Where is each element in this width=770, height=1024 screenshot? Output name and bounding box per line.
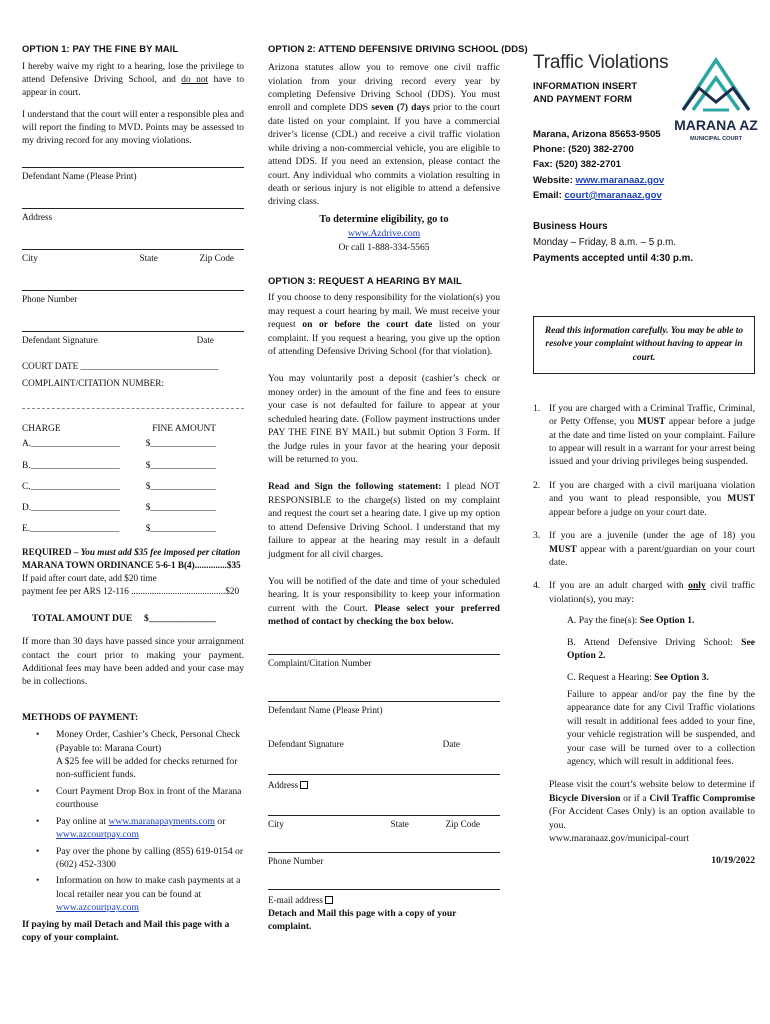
charge-field[interactable]: D.___________________ [22,502,121,513]
maranapayments-link[interactable]: www.maranapayments.com [108,815,215,827]
fine-amount-field[interactable]: $______________ [145,502,216,513]
late-fee-line-2: payment fee per ARS 12-116 .........................................$20 [22,585,240,596]
payments-cutoff: Payments accepted until 4:30 p.m. [533,252,694,264]
defendant-signature-label: Defendant Signature [268,739,344,750]
method-cash: • Information on how to make cash payments at a local retailer near you can be found at www.azcourtpay.com [36,874,244,914]
subtitle: INFORMATION INSERT AND PAYMENT FORM [533,79,638,105]
city-label-2: City [268,819,284,830]
instructions-list [533,402,755,769]
phone-line-2[interactable] [268,868,500,890]
charge-row [22,523,244,536]
fine-amount-header: FINE AMOUNT [152,424,216,435]
zip-label-2: Zip Code [445,819,480,830]
hearing-text: If you choose to deny responsibility for the violation(s) you may request a court hearing by mail. We must receive your request on or before the court date listed on your complaint. If you request a hearing, you give up the option of attending Defensive Driving School (for that violation). [268,292,500,358]
charge-row [22,438,244,451]
waive-text: I hereby waive my right to a hearing, lose the privilege to attend Defensive Driving School, and do not have to appear in court. [22,62,245,99]
form-date: 10/19/2022 [711,854,755,866]
required-fee: REQUIRED – You must add $35 fee imposed per citation [22,547,241,558]
fine-amount-field[interactable]: $______________ [145,524,216,534]
sub-option-c: C. Request a Hearing: See Option 3. [567,671,709,683]
methods-heading: METHODS OF PAYMENT: [22,711,139,723]
website-link[interactable]: www.maranaaz.gov [575,174,665,186]
name-line[interactable] [22,156,244,168]
method-online: • Pay online at www.maranapayments.com or www.azcourtpay.com [36,815,244,842]
date-label: Date [196,334,214,345]
azdrive-link[interactable]: www.Azdrive.com [347,228,421,240]
instruction-3: 3. If you are a juvenile (under the age of 18) you MUST appear with a parent/guardian on your court date. [533,530,756,568]
page-title: Traffic Violations [533,52,669,73]
charge-field[interactable]: C.___________________ [22,481,120,492]
instruction-2: 2. If you are charged with a civil marijuana violation and you want to plead responsible, you MUST appear before a judge on your court date. [533,479,755,518]
signature-line-2[interactable] [268,751,500,775]
mail-note: If paying by mail Detach and Mail this page with a copy of your complaint. [22,918,230,944]
late-fee-line-1: If paid after court date, add $20 time [22,572,157,583]
detach-note: Detach and Mail this page with a copy of your complaint. [268,907,457,933]
address-checkbox[interactable] [300,781,308,789]
email-link[interactable]: court@maranaaz.gov [564,189,662,201]
logo-subtitle: MUNICIPAL COURT [690,136,742,143]
charge-field[interactable]: B.___________________ [22,460,120,471]
address-line[interactable] [22,197,244,209]
state-label-2: State [390,819,409,830]
charge-row [22,460,244,473]
phone-label: Phone Number [22,293,78,304]
fine-amount-field[interactable]: $______________ [145,460,216,471]
charges-table [22,438,244,536]
complaint-number-label: COMPLAINT/CITATION NUMBER: [22,378,164,389]
defendant-name-label: Defendant Name (Please Print) [268,704,383,715]
complaint-number-line[interactable] [268,637,500,655]
phone: Phone: (520) 382-2700 [533,143,634,155]
zip-label: Zip Code [199,252,234,263]
fine-amount-field[interactable]: $______________ [145,481,216,492]
azcourtpay-link-2[interactable]: www.azcourtpay.com [56,902,139,914]
signature-date-label: Date [442,739,460,750]
statement-text: Read and Sign the following statement: I plead NOT RESPONSIBLE to the charge(s) listed on my complaint and request the court set a hearing date. I give up my option to attend Defensive Driving School. I understand that my failure to appear at the hearing may result in a default judgment for all civil charges. [268,481,501,560]
charge-field[interactable]: A.___________________ [22,439,121,450]
email-checkbox[interactable] [325,896,333,904]
fine-amount-field[interactable]: $______________ [145,439,216,450]
email-checkbox-label: E-mail address [268,894,333,907]
over-30-days-text: If more than 30 days have passed since your arraignment contact the court prior to making your payment. Additional fees may have been added and your case may be in collections. [22,636,244,688]
marana-logo [671,54,761,144]
court-url[interactable]: www.maranaaz.gov/municipal-court [549,833,690,845]
city-state-zip-line[interactable] [22,238,244,250]
charge-row [22,481,244,494]
web-block: Website: www.maranaaz.gov Email: court@maranaaz.gov [533,174,665,201]
total-label: TOTAL AMOUNT DUE [32,612,133,624]
visit-text: Please visit the court’s website below to determine if Bicycle Diversion or if a Civil Traffic Compromise (For Accident Cases Only) is an option available to you. www.maranaaz.gov/municipal-court [549,779,756,845]
phone-line[interactable] [22,279,244,291]
mountain-logo-icon [679,54,753,116]
option1-column [22,42,244,945]
logo-name: MARANA AZ [674,117,758,134]
understand-text: I understand that the court will enter a responsible plea and will report the finding to MVD. Points may be assessed to my driving record for any moving violations. [22,109,244,146]
total-value[interactable]: $______________ [144,612,216,624]
hours-heading: Business Hours [533,221,608,233]
city-line: Marana, Arizona 85653-9505 [533,129,661,140]
city-line-2[interactable] [268,831,500,853]
divider [22,408,244,409]
azcourtpay-link[interactable]: www.azcourtpay.com [56,829,139,841]
charge-field[interactable]: E.___________________ [22,524,120,534]
hours-block [533,219,755,266]
sub-option-b: B. Attend Defensive Driving School: See Option 2. [567,636,755,662]
method-drop-box: • Court Payment Drop Box in front of the Marana courthouse [36,785,244,812]
instruction-4: 4. If you are an adult charged with only civil traffic violation(s), you may: A. Pay the fine(s): See Option 1. B. Attend Defensive Driving School: See Option 2. C. Request a Hearing: See Option 3. Failure to appear and/or pay the fine by the appearance date for any Civil Traffic violations will result in additional fees added to your fine, your vehicle registration will be suspended, and your case will be turned over to a collection agency, which will result in additional fees. [533,580,755,768]
deposit-text: You may voluntarily post a deposit (cashier’s check or money order) in the amount of the fine and fees to ensure your case is not defaulted for failure to appear at your scheduled hearing date. (Follow payment instructions under PAY THE FINE BY MAIL) but submit Option 3 Form. If the Judge rules in your favor at the hearing your deposit will be returned to you. [268,373,500,465]
option2-3-column [268,42,528,934]
name-label: Defendant Name (Please Print) [22,171,137,182]
sub-option-a: A. Pay the fine(s): See Option 1. [567,615,695,627]
city-label: City [22,252,38,263]
method-phone: • Pay over the phone by calling (855) 619-0154 or (602) 452-3300 [36,845,244,872]
state-label: State [139,252,158,263]
instruction-1: 1. If you are charged with a Criminal Traffic, Criminal, or Petty Offense, you MUST appear before a judge at the date and time listed on your complaint. Failure to appear will result in a warrant for your arrest being issued and your driving privileges being suspended. [533,402,755,468]
payment-methods-list [22,728,244,914]
charge-row [22,502,244,515]
phone-label-2: Phone Number [268,856,324,867]
charge-header: CHARGE [22,424,61,435]
method-check: • Money Order, Cashier’s Check, Personal Check (Payable to: Marana Court) A $25 fee will be added for checks returned for non-sufficient funds. [36,728,244,782]
failure-text: Failure to appear and/or pay the fine by the appearance date for any Civil Traffic violations will result in additional fees added to your fine, your vehicle registration will be suspended, and your case will be turned over to a collection agency, which will result in additional fees. [567,688,755,768]
notice-box: Read this information carefully. You may be able to resolve your complaint without having to appear in court. [533,316,755,373]
complaint-number-field-label: Complaint/Citation Number [268,657,372,668]
dds-text: Arizona statutes allow you to remove one civil traffic violation from your driving record every year by completing Defensive Driving School (DDS). You must enroll and complete DDS seven (7) days prior to the court date listed on your complaint. If you have a commercial driver’s license (CDL) and receive a civil traffic violation while driving a non-commercial vehicle, you are eligible to attend DDS. If you need an extension, please contact the court. Any individual who commits a violation resulting in death or serious injury is not eligible to attend a defensive driving class. [268,62,501,208]
hours-text: Monday – Friday, 8 a.m. – 5 p.m. [533,236,677,248]
options-sublist [549,614,755,768]
address-label: Address [22,211,53,222]
notification-text: You will be notified of the date and time of your scheduled hearing. It is your responsibility to keep your information current with the Court. Please select your preferred method of contact by checking the box below. [268,575,500,628]
eligibility-phone: Or call 1-888-334-5565 [338,241,430,253]
defendant-name-line[interactable] [268,684,500,702]
address-checkbox-label: Address [268,779,308,792]
signature-line[interactable] [22,320,244,332]
court-date-field[interactable]: COURT DATE ______________________________ [22,361,219,372]
option1-heading: OPTION 1: PAY THE FINE BY MAIL [22,43,179,54]
ordinance-line: MARANA TOWN ORDINANCE 5-6-1 B(4)..............$35 [22,560,241,571]
address-line-2[interactable] [268,792,500,816]
eligibility-text: To determine eligibility, go to [319,213,449,225]
option2-heading: OPTION 2: ATTEND DEFENSIVE DRIVING SCHOOL (DDS) [268,43,528,54]
total-row [22,612,244,625]
fax: Fax: (520) 382-2701 [533,158,621,170]
info-column [533,50,758,867]
option3-heading: OPTION 3: REQUEST A HEARING BY MAIL [268,275,462,287]
signature-label: Defendant Signature [22,334,98,345]
